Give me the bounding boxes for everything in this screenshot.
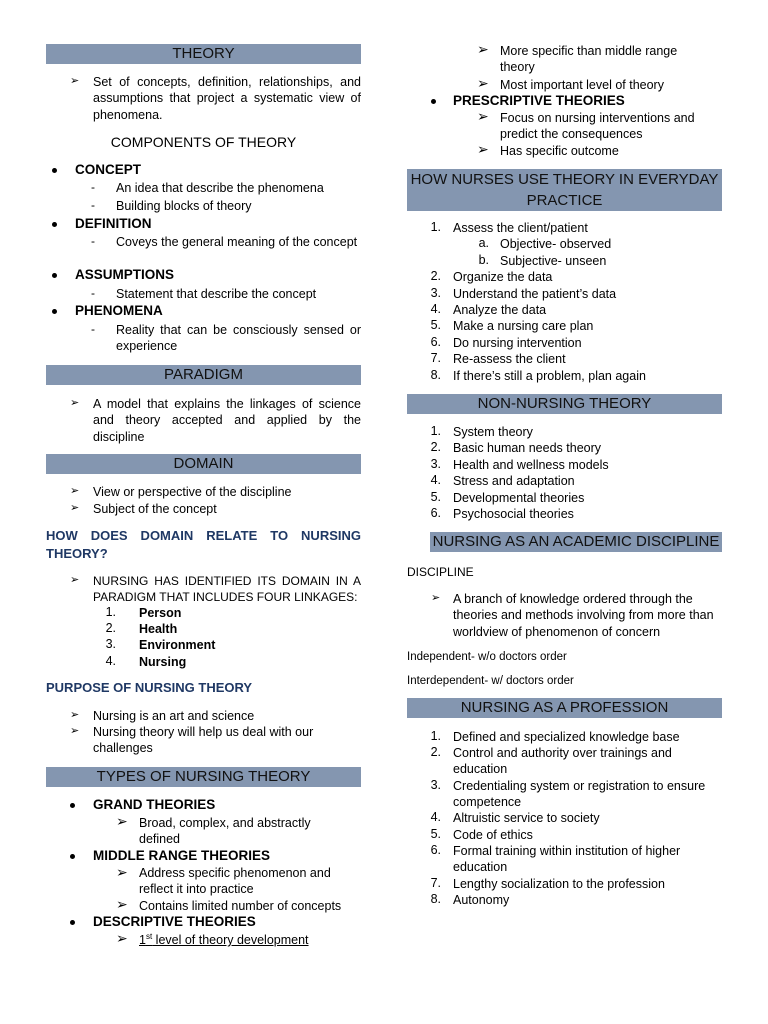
domain-question: HOW DOES DOMAIN RELATE TO NURSING THEORY? (46, 528, 361, 561)
linkage-item: Environment (139, 638, 216, 652)
components-title: COMPONENTS OF THEORY (110, 134, 297, 150)
discipline-definition: A branch of knowledge ordered through the theories and methods involving from more than worldview of phenomenon of concern (453, 592, 714, 639)
list-number: 1. (430, 220, 441, 234)
bullet-icon (70, 803, 75, 808)
list-letter: a. (478, 236, 489, 250)
use-substep: Objective- observed (500, 237, 612, 251)
purpose-title: PURPOSE OF NURSING THEORY (46, 680, 253, 695)
interdependent-note: Interdependent- w/ doctors order (407, 675, 574, 687)
academic-header: NURSING AS AN ACADEMIC DISCIPLINE (430, 532, 722, 552)
use-header: HOW NURSES USE THEORY IN EVERYDAY PRACTICE (407, 169, 722, 211)
list-number: 7. (430, 351, 441, 365)
middle-item: Contains limited number of concepts (139, 899, 342, 913)
domain-item: View or perspective of the discipline (93, 485, 292, 499)
nonnursing-item: Psychosocial theories (453, 507, 574, 521)
arrow-bullet-icon: ➢ (70, 75, 80, 87)
use-step: Re-assess the client (453, 352, 566, 366)
use-substep: Subjective- unseen (500, 254, 607, 268)
arrow-bullet-icon: ➢ (70, 485, 80, 497)
list-number: 4. (430, 473, 441, 487)
arrow-bullet-icon: ➢ (477, 75, 489, 91)
linkage-item: Nursing (139, 655, 187, 669)
list-number: 3. (105, 637, 116, 651)
theory-header: THEORY (46, 44, 361, 64)
theory-definition: Set of concepts, definition, relationships, and assumptions that project a systematic view of phenomena. (93, 75, 361, 122)
list-number: 3. (430, 286, 441, 300)
arrow-bullet-icon: ➢ (477, 141, 489, 157)
independent-note: Independent- w/o doctors order (407, 651, 567, 663)
bullet-icon (52, 309, 57, 314)
assumptions-label: ASSUMPTIONS (75, 267, 175, 282)
arrow-bullet-icon: ➢ (70, 502, 80, 514)
bullet-icon (70, 854, 75, 859)
arrow-bullet-icon: ➢ (116, 896, 128, 912)
list-number: 5. (430, 827, 441, 841)
middle-label: MIDDLE RANGE THEORIES (93, 848, 271, 863)
list-number: 6. (430, 335, 441, 349)
prescriptive-label: PRESCRIPTIVE THEORIES (453, 93, 625, 108)
definition-item: Coveys the general meaning of the concept (116, 235, 358, 249)
dash-bullet-icon: - (91, 286, 95, 300)
bullet-icon (52, 222, 57, 227)
profession-item: Formal training within institution of higher education (453, 844, 681, 875)
concept-item: An idea that describe the phenomena (116, 181, 324, 195)
arrow-bullet-icon: ➢ (477, 108, 489, 124)
prescriptive-item: Focus on nursing interventions and predict the consequences (500, 111, 695, 142)
linkage-item: Person (139, 606, 182, 620)
arrow-bullet-icon: ➢ (70, 725, 80, 737)
nonnursing-item: Stress and adaptation (453, 474, 575, 488)
purpose-item: Nursing is an art and science (93, 709, 255, 723)
linkage-item: Health (139, 622, 178, 636)
list-number: 4. (430, 302, 441, 316)
nonnursing-item: Health and wellness models (453, 458, 609, 472)
list-number: 1. (430, 729, 441, 743)
arrow-bullet-icon: ➢ (116, 864, 128, 880)
list-number: 2. (430, 269, 441, 283)
descriptive-ordinal-number: 1 (139, 933, 146, 947)
list-number: 6. (430, 843, 441, 857)
list-number: 1. (430, 424, 441, 438)
nonnursing-header: NON-NURSING THEORY (407, 394, 722, 414)
profession-item: Altruistic service to society (453, 811, 600, 825)
grand-item: Broad, complex, and abstractly defined (139, 816, 311, 847)
descriptive-item (139, 932, 309, 948)
arrow-bullet-icon: ➢ (431, 592, 441, 604)
list-number: 6. (430, 506, 441, 520)
use-step: Analyze the data (453, 303, 547, 317)
list-number: 1. (105, 605, 116, 619)
profession-header: NURSING AS A PROFESSION (407, 698, 722, 718)
descriptive-item: More specific than middle range theory (500, 44, 678, 75)
descriptive-label: DESCRIPTIVE THEORIES (93, 914, 256, 929)
list-number: 8. (430, 892, 441, 906)
use-step: Make a nursing care plan (453, 319, 594, 333)
concept-label: CONCEPT (75, 162, 142, 177)
list-letter: b. (478, 253, 489, 267)
list-number: 4. (430, 810, 441, 824)
list-number: 7. (430, 876, 441, 890)
paradigm-header: PARADIGM (46, 365, 361, 385)
arrow-bullet-icon: ➢ (477, 41, 489, 57)
purpose-item: Nursing theory will help us deal with our challenges (93, 725, 314, 756)
descriptive-item-text: level of theory development (152, 933, 309, 947)
use-step: Do nursing intervention (453, 336, 582, 350)
dash-bullet-icon: - (91, 198, 95, 212)
use-step: Organize the data (453, 270, 553, 284)
profession-item: Credentialing system or registration to ensure competence (453, 779, 706, 810)
concept-item: Building blocks of theory (116, 199, 252, 213)
use-step: Assess the client/patient (453, 221, 588, 235)
nonnursing-item: Developmental theories (453, 491, 585, 505)
arrow-bullet-icon: ➢ (116, 930, 128, 946)
descriptive-ordinal-suffix: st (145, 931, 153, 941)
list-number: 5. (430, 490, 441, 504)
domain-item: Subject of the concept (93, 502, 217, 516)
list-number: 5. (430, 318, 441, 332)
discipline-label: DISCIPLINE (407, 565, 474, 579)
use-step: If there’s still a problem, plan again (453, 369, 646, 383)
phenomena-item: Reality that can be consciously sensed or experience (116, 323, 361, 354)
list-number: 2. (105, 621, 116, 635)
profession-item: Defined and specialized knowledge base (453, 730, 680, 744)
domain-answer: NURSING HAS IDENTIFIED ITS DOMAIN IN A PARADIGM THAT INCLUDES FOUR LINKAGES: (93, 574, 361, 605)
dash-bullet-icon: - (91, 234, 95, 248)
dash-bullet-icon: - (91, 180, 95, 194)
dash-bullet-icon: - (91, 322, 95, 336)
arrow-bullet-icon: ➢ (116, 813, 128, 829)
profession-item: Code of ethics (453, 828, 533, 842)
descriptive-item: Most important level of theory (500, 78, 664, 92)
bullet-icon (52, 273, 57, 278)
bullet-icon (52, 168, 57, 173)
profession-item: Autonomy (453, 893, 510, 907)
prescriptive-item: Has specific outcome (500, 144, 619, 158)
list-number: 2. (430, 440, 441, 454)
types-header: TYPES OF NURSING THEORY (46, 767, 361, 787)
arrow-bullet-icon: ➢ (70, 397, 80, 409)
nonnursing-item: System theory (453, 425, 533, 439)
bullet-icon (70, 920, 75, 925)
list-number: 4. (105, 654, 116, 668)
list-number: 8. (430, 368, 441, 382)
definition-label: DEFINITION (75, 216, 152, 231)
domain-header: DOMAIN (46, 454, 361, 474)
list-number: 2. (430, 745, 441, 759)
grand-label: GRAND THEORIES (93, 797, 216, 812)
list-number: 3. (430, 778, 441, 792)
profession-item: Control and authority over trainings and education (453, 746, 672, 777)
paradigm-definition: A model that explains the linkages of science and theory accepted and applied by the discipline (93, 397, 361, 444)
arrow-bullet-icon: ➢ (70, 574, 80, 586)
list-number: 3. (430, 457, 441, 471)
bullet-icon (431, 99, 436, 104)
phenomena-label: PHENOMENA (75, 303, 163, 318)
use-step: Understand the patient’s data (453, 287, 617, 301)
middle-item: Address specific phenomenon and reflect it into practice (139, 866, 331, 897)
assumptions-item: Statement that describe the concept (116, 287, 317, 301)
nonnursing-item: Basic human needs theory (453, 441, 602, 455)
profession-item: Lengthy socialization to the profession (453, 877, 665, 891)
arrow-bullet-icon: ➢ (70, 709, 80, 721)
